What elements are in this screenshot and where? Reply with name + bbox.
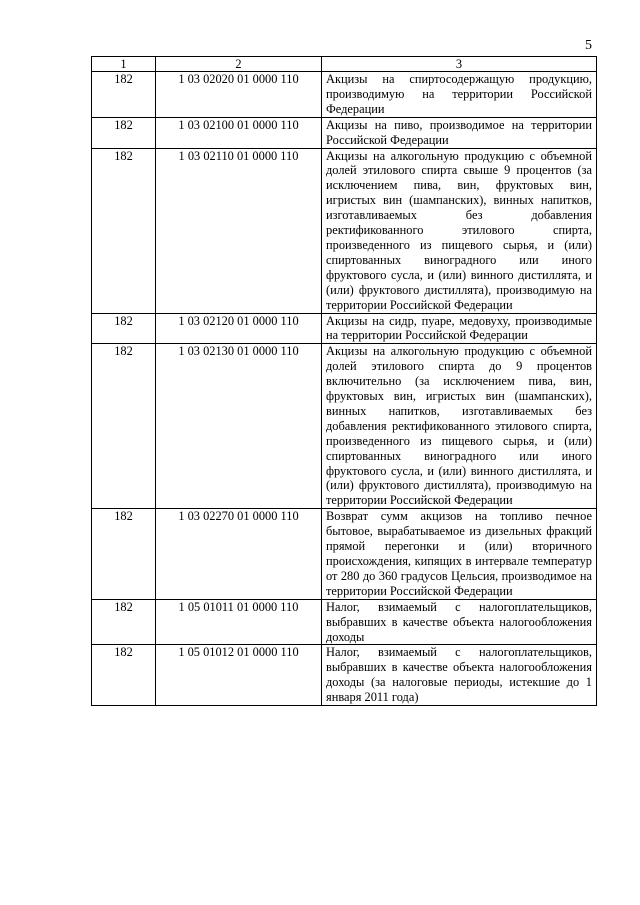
admin-code-cell: 182 [92, 148, 156, 313]
table-row [92, 117, 597, 148]
table-row [92, 599, 597, 645]
income-name-cell: Налог, взимаемый с налогоплательщиков, выбравших в качестве объекта налогообложения доходы (за налоговые периоды, истекшие до 1 января 2011 года) [322, 645, 597, 706]
table-row [92, 148, 597, 313]
admin-code-cell: 182 [92, 117, 156, 148]
admin-code-cell: 182 [92, 313, 156, 344]
admin-code-cell: 182 [92, 599, 156, 645]
income-name-cell: Акцизы на алкогольную продукцию с объемной долей этилового спирта до 9 процентов включительно (за исключением пива, вин, фруктовых вин, игристых вин (шампанских), винных напитков, изготавливаемых без добавления ректификованного этилового спирта, произведенного из пищевого сырья, и (или) спиртованных виноградного или иного фруктового сусла, и (или) винного дистиллята, и (или) фруктового дистиллята), производимую на территории Российской Федерации [322, 344, 597, 509]
table-row [92, 645, 597, 706]
income-name-cell: Акцизы на спиртосодержащую продукцию, производимую на территории Российской Федерации [322, 72, 597, 118]
income-name-cell: Возврат сумм акцизов на топливо печное бытовое, вырабатываемое из дизельных фракций прямой перегонки и (или) вторичного происхождения, кипящих в интервале температур от 280 до 360 градусов Цельсия, производимое на территории Российской Федерации [322, 509, 597, 599]
admin-code-cell: 182 [92, 344, 156, 509]
kbk-code-cell: 1 03 02020 01 0000 110 [156, 72, 322, 118]
income-name-cell: Акцизы на сидр, пуаре, медовуху, производимые на территории Российской Федерации [322, 313, 597, 344]
revenue-codes-table [91, 56, 597, 706]
income-name-cell: Налог, взимаемый с налогоплательщиков, выбравших в качестве объекта налогообложения доходы [322, 599, 597, 645]
table-row [92, 344, 597, 509]
kbk-code-cell: 1 05 01012 01 0000 110 [156, 645, 322, 706]
kbk-code-cell: 1 03 02270 01 0000 110 [156, 509, 322, 599]
admin-code-cell: 182 [92, 72, 156, 118]
kbk-code-cell: 1 05 01011 01 0000 110 [156, 599, 322, 645]
kbk-code-cell: 1 03 02100 01 0000 110 [156, 117, 322, 148]
page-number: 5 [585, 38, 592, 53]
admin-code-cell: 182 [92, 509, 156, 599]
income-name-cell: Акцизы на алкогольную продукцию с объемной долей этилового спирта свыше 9 процентов (за исключением пива, вин, фруктовых вин, игристых вин (шампанских), винных напитков, изготавливаемых без добавления ректификованного этилового спирта, произведенного из пищевого сырья, и (или) спиртованных виноградного или иного фруктового сусла, и (или) винного дистиллята, и (или) фруктового дистиллята), производимую на территории Российской Федерации [322, 148, 597, 313]
column-header-1: 1 [92, 57, 156, 72]
kbk-code-cell: 1 03 02120 01 0000 110 [156, 313, 322, 344]
table-row [92, 313, 597, 344]
table-row [92, 509, 597, 599]
admin-code-cell: 182 [92, 645, 156, 706]
kbk-code-cell: 1 03 02130 01 0000 110 [156, 344, 322, 509]
table-header-row [92, 57, 597, 72]
table-row [92, 72, 597, 118]
kbk-code-cell: 1 03 02110 01 0000 110 [156, 148, 322, 313]
income-name-cell: Акцизы на пиво, производимое на территории Российской Федерации [322, 117, 597, 148]
column-header-2: 2 [156, 57, 322, 72]
column-header-3: 3 [322, 57, 597, 72]
